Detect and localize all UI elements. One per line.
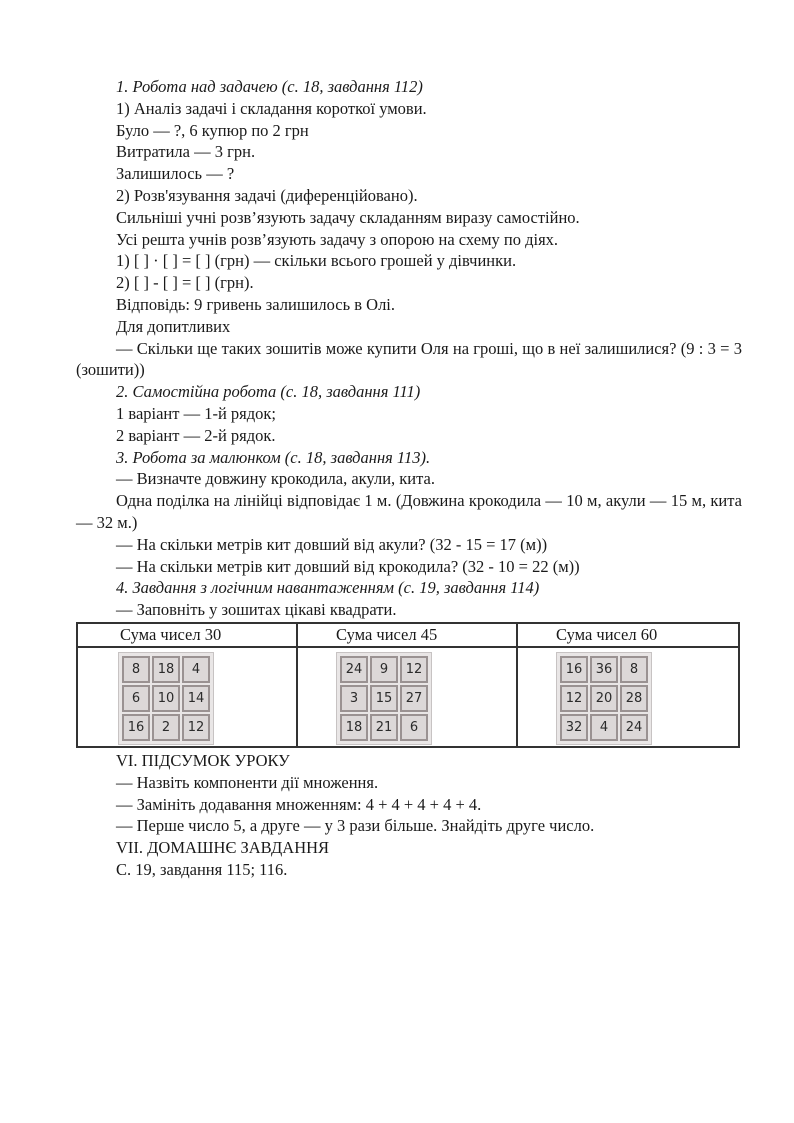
text-line: С. 19, завдання 115; 116.	[116, 859, 288, 879]
text-line: Усі решта учнів розв’язують задачу з опорою на схему по діях.	[116, 229, 559, 249]
magic-square-cell: 6	[400, 714, 428, 741]
text-line: 1 варіант — 1-й рядок;	[116, 403, 277, 423]
magic-square-cell: 8	[122, 656, 150, 683]
text-line: — На скільки метрів кит довший від акули? (32 - 15 = 17 (м))	[116, 534, 548, 554]
magic-square-cell: 27	[400, 685, 428, 712]
magic-square-cell: 20	[590, 685, 618, 712]
magic-square-cell: 3	[340, 685, 368, 712]
magic-square-cell: 16	[560, 656, 588, 683]
text-line: — Перше число 5, а друге — у 3 рази більше. Знайдіть друге число.	[116, 816, 595, 836]
magic-square-cell: 15	[370, 685, 398, 712]
table-cell	[297, 647, 517, 747]
magic-square-cell: 12	[400, 656, 428, 683]
magic-square-cell: 12	[560, 685, 588, 712]
text-line: — Визначте довжину крокодила, акули, кита.	[116, 469, 435, 489]
magic-square-cell: 24	[620, 714, 648, 741]
text-line: Залишилось — ?	[116, 164, 235, 184]
text-line: — Заповніть у зошитах цікаві квадрати.	[116, 600, 397, 620]
text-line: Сильніші учні розв’язують задачу складанням виразу самостійно.	[116, 207, 580, 227]
magic-square-cell: 18	[152, 656, 180, 683]
magic-square-cell: 4	[590, 714, 618, 741]
text-line: 2. Самостійна робота (с. 18, завдання 111)	[116, 382, 421, 402]
text-line: 2) [ ] - [ ] = [ ] (грн).	[116, 273, 254, 293]
magic-square-cell: 6	[122, 685, 150, 712]
page-content	[76, 76, 742, 881]
magic-square-cell: 36	[590, 656, 618, 683]
magic-square-cell: 32	[560, 714, 588, 741]
text-line: 3. Робота за малюнком (с. 18, завдання 113).	[116, 447, 431, 467]
table-header-cell: Сума чисел 45	[297, 623, 517, 647]
table-cell	[517, 647, 739, 747]
magic-square-cell: 2	[152, 714, 180, 741]
magic-square-cell: 12	[182, 714, 210, 741]
table-header-row	[77, 623, 739, 647]
magic-square-cell: 28	[620, 685, 648, 712]
text-line: 1) Аналіз задачі і складання короткої умови.	[116, 98, 427, 118]
text-line: 2) Розв'язування задачі (диференційовано).	[116, 185, 418, 205]
lesson-text-top	[76, 76, 742, 621]
table-header-cell: Сума чисел 60	[517, 623, 739, 647]
text-line: 1) [ ] · [ ] = [ ] (грн) — скільки всього грошей у дівчинки.	[116, 251, 517, 271]
text-line: Відповідь: 9 гривень залишилось в Олі.	[116, 294, 396, 314]
magic-squares-table	[76, 622, 740, 748]
text-line: Одна поділка на лінійці відповідає 1 м. (Довжина крокодила — 10 м, акули — 15 м, кита — 32 м.)	[76, 491, 742, 532]
text-line: 4. Завдання з логічним навантаженням (с. 19, завдання 114)	[116, 578, 540, 598]
lesson-text-bottom	[76, 750, 742, 881]
text-line: — Назвіть компоненти дії множення.	[116, 772, 379, 792]
text-line: 2 варіант — 2-й рядок.	[116, 425, 276, 445]
magic-square	[556, 652, 652, 745]
text-line: Витратила — 3 грн.	[116, 142, 256, 162]
text-line: VII. ДОМАШНЄ ЗАВДАННЯ	[116, 838, 330, 858]
text-line: VI. ПІДСУМОК УРОКУ	[116, 750, 290, 770]
magic-square-cell: 8	[620, 656, 648, 683]
text-line: 1. Робота над задачею (с. 18, завдання 112)	[116, 77, 423, 96]
text-line: — Скільки ще таких зошитів може купити Оля на гроші, що в неї залишилися? (9 : 3 = 3 (зошити))	[76, 338, 742, 380]
magic-square	[336, 652, 432, 745]
magic-square-cell: 24	[340, 656, 368, 683]
magic-square-cell: 9	[370, 656, 398, 683]
table-cell	[77, 647, 297, 747]
text-line: — На скільки метрів кит довший від крокодила? (32 - 10 = 22 (м))	[116, 556, 580, 576]
text-line: — Замініть додавання множенням: 4 + 4 + 4 + 4 + 4.	[116, 794, 482, 814]
text-line: Було — ?, 6 купюр по 2 грн	[116, 120, 309, 140]
table-header-cell: Сума чисел 30	[77, 623, 297, 647]
magic-square-cell: 16	[122, 714, 150, 741]
magic-square	[118, 652, 214, 745]
magic-square-cell: 14	[182, 685, 210, 712]
text-line: Для допитливих	[116, 316, 231, 336]
magic-square-cell: 21	[370, 714, 398, 741]
table-row	[77, 647, 739, 747]
magic-square-cell: 4	[182, 656, 210, 683]
magic-square-cell: 10	[152, 685, 180, 712]
magic-square-cell: 18	[340, 714, 368, 741]
